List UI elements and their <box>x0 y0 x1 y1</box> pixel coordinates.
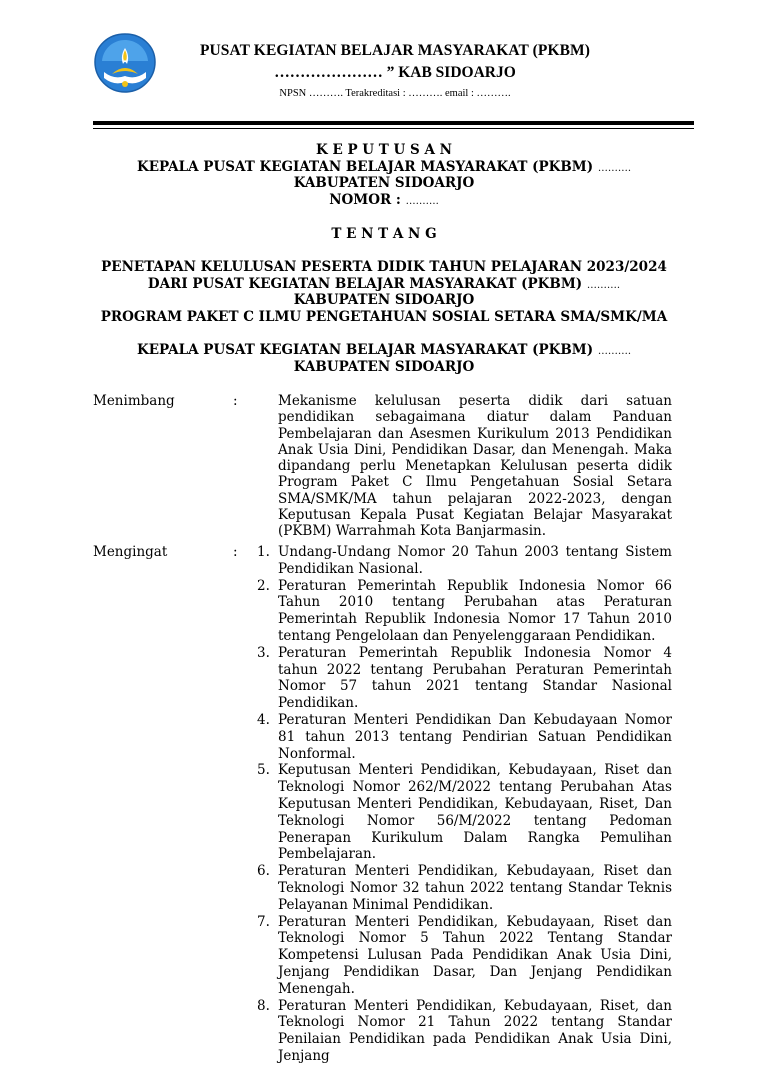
list-item: 7. Peraturan Menteri Pendidikan, Kebudayaan, Riset dan Teknologi Nomor 5 Tahun 2022 Tentang Standar Kompetensi Lulusan Pada Pendidikan Anak Usia Dini, Jenjang Pendidikan Dasar, Dan Jenjang Pendidikan Menengah. <box>257 913 672 997</box>
menimbang-colon: : <box>233 393 238 409</box>
header-rule-thin <box>93 128 694 129</box>
list-item: 3. Peraturan Pemerintah Republik Indonesia Nomor 4 tahun 2022 tentang Perubahan Peraturan Pemerintah Nomor 57 tahun 2021 tentang Standar Nasional Pendidikan. <box>257 644 672 712</box>
institution-contact: NPSN ………. Terakreditasi : ………. email : ………. <box>279 88 511 99</box>
kepala-heading: KEPALA PUSAT KEGIATAN BELAJAR MASYARAKAT (PKBM) ………. <box>136 159 632 175</box>
list-item: 4. Peraturan Menteri Pendidikan Dan Kebudayaan Nomor 81 tahun 2013 tentang Pendirian Satuan Pendidikan Nonformal. <box>257 711 672 762</box>
issuer-line-2: KABUPATEN SIDOARJO <box>293 359 475 375</box>
subject-line-2: DARI PUSAT KEGIATAN BELAJAR MASYARAKAT (PKBM) ………. <box>147 276 621 292</box>
institution-location: ………………… ” KAB SIDOARJO <box>274 64 516 81</box>
menimbang-text: Mekanisme kelulusan peserta didik dari satuan pendidikan sebagaimana diatur dalam Panduan Pembelajaran dan Asesmen Kurikulum 2013 Pendidikan Anak Usia Dini, Pendidikan Dasar, dan Menengah. Maka dipandang perlu Menetapkan Kelulusan peserta didik Program Paket C Ilmu Pengetahuan Sosial Setara SMA/SMK/MA tahun pelajaran 2022-2023, dengan Keputusan Kepala Pusat Kegiatan Belajar Masyarakat (PKBM) Warrahmah Kota Banjarmasin. <box>278 393 672 540</box>
list-item: 1. Undang-Undang Nomor 20 Tahun 2003 tentang Sistem Pendidikan Nasional. <box>257 544 672 577</box>
mengingat-label: Mengingat <box>93 544 168 560</box>
subject-line-4: PROGRAM PAKET C ILMU PENGETAHUAN SOSIAL SETARA SMA/SMK/MA <box>100 309 668 325</box>
subject-line-3: KABUPATEN SIDOARJO <box>293 292 475 308</box>
mengingat-list <box>252 544 672 1065</box>
header-rule-thick <box>93 121 694 125</box>
keputusan-heading: K E P U T U S A N <box>316 142 452 158</box>
tut-wuri-handayani-logo <box>92 32 158 94</box>
tentang-heading: T E N T A N G <box>331 226 437 242</box>
nomor-heading: NOMOR : ………. <box>329 192 439 208</box>
institution-name: PUSAT KEGIATAN BELAJAR MASYARAKAT (PKBM) <box>199 42 591 59</box>
menimbang-label: Menimbang <box>93 393 175 409</box>
list-item: 2. Peraturan Pemerintah Republik Indonesia Nomor 66 Tahun 2010 tentang Perubahan atas Peraturan Pemerintah Republik Indonesia Nomor 17 Tahun 2010 tentang Pengelolaan dan Penyelenggaraan Pendidikan. <box>257 577 672 644</box>
list-item: 6. Peraturan Menteri Pendidikan, Kebudayaan, Riset dan Teknologi Nomor 32 tahun 2022 tentang Standar Teknis Pelayanan Minimal Pendidikan. <box>257 863 672 913</box>
subject-line-1: PENETAPAN KELULUSAN PESERTA DIDIK TAHUN PELAJARAN 2023/2024 <box>101 259 667 275</box>
kabupaten-heading: KABUPATEN SIDOARJO <box>293 175 475 191</box>
list-item: 8. Peraturan Menteri Pendidikan, Kebudayaan, Riset, dan Teknologi Nomor 21 Tahun 2022 tentang Standar Penilaian Pendidikan pada Pendidikan Anak Usia Dini, Jenjang <box>257 997 672 1064</box>
list-item: 5. Keputusan Menteri Pendidikan, Kebudayaan, Riset dan Teknologi Nomor 262/M/2022 tentang Perubahan Atas Keputusan Menteri Pendidikan, Kebudayaan, Riset, Dan Teknologi Nomor 56/M/2022 tentang Pedoman Penerapan Kurikulum Dalam Rangka Pemulihan Pembelajaran. <box>257 762 672 863</box>
mengingat-colon: : <box>233 544 238 560</box>
issuer-line-1: KEPALA PUSAT KEGIATAN BELAJAR MASYARAKAT (PKBM) ………. <box>136 342 632 358</box>
